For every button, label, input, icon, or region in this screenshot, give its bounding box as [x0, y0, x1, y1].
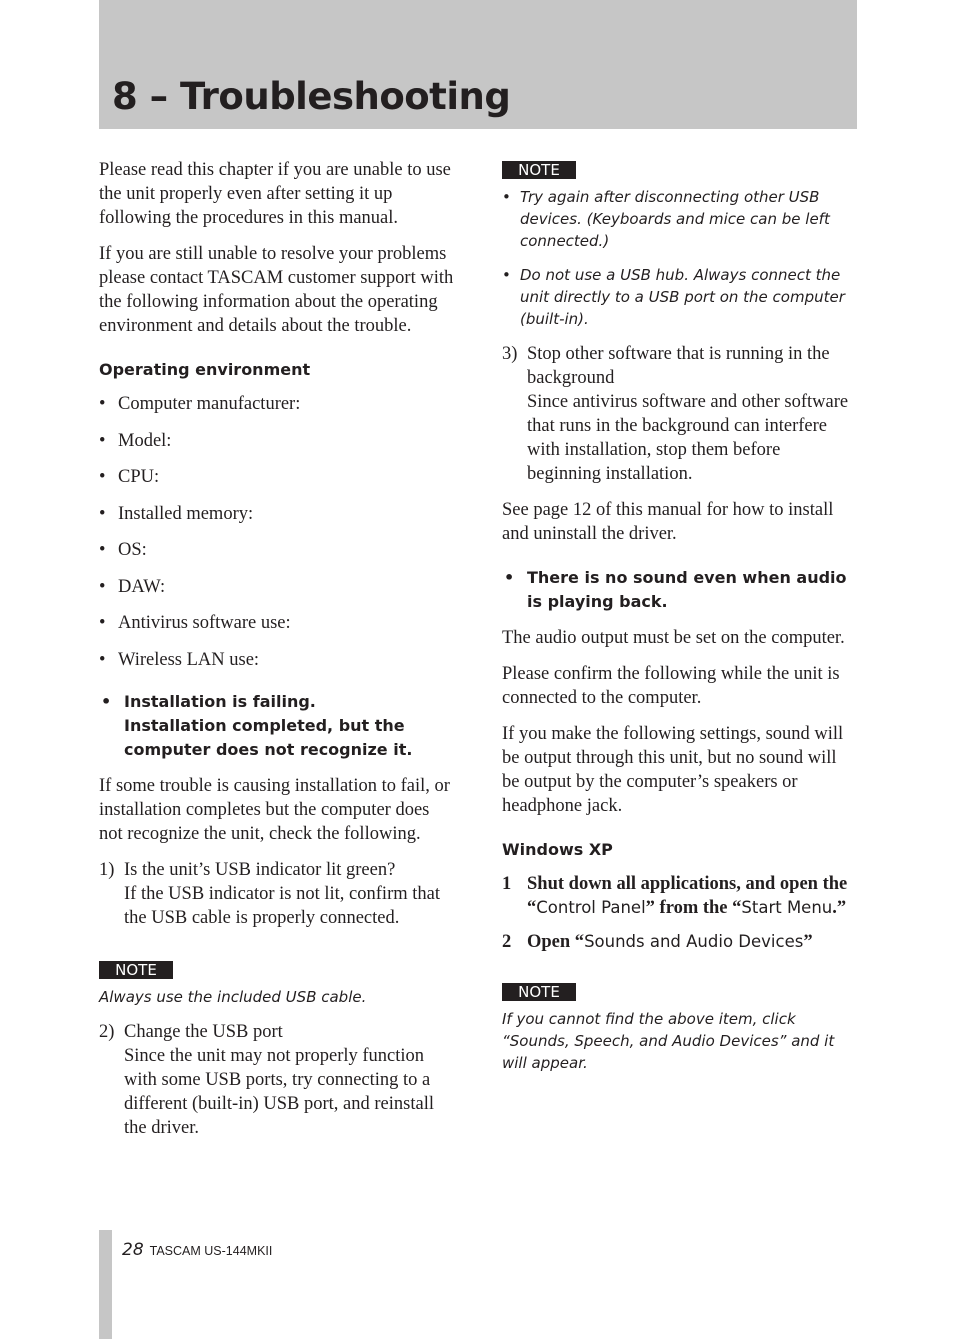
check-item-3	[502, 342, 858, 486]
note-item: • Try again after disconnecting other USB devices. (Keyboards and mice can be left connected.)	[502, 186, 858, 252]
step-text: Shut down all applications, and open the “	[527, 874, 848, 918]
page-footer	[122, 1240, 272, 1260]
intro-paragraph-1: Please read this chapter if you are unable to use the unit properly even after setting it up following the procedures in this manual.	[99, 160, 451, 228]
step-text: .”	[832, 898, 847, 918]
ui-label-start-menu: Start Menu	[741, 898, 833, 917]
product-model: TASCAM US-144MKII	[149, 1244, 273, 1258]
step-number: 2	[502, 932, 512, 952]
list-item: • Computer manufacturer:	[99, 392, 455, 416]
note-list	[502, 186, 858, 330]
heading-line: • Installation is failing.	[124, 691, 316, 711]
ui-label-control-panel: Control Panel	[536, 898, 646, 917]
step-number: 1	[502, 874, 512, 894]
no-sound-heading: • There is no sound even when audio is playing back.	[502, 566, 858, 614]
item-number: 2)	[99, 1021, 115, 1042]
list-item: • Installed memory:	[99, 502, 455, 526]
step-text: Open “	[527, 932, 585, 952]
item-text: Since antivirus software and other software that runs in the background can interfere with installation, stop them before beginning installation.	[527, 392, 849, 484]
sound-paragraph-2: Please confirm the following while the unit is connected to the computer.	[502, 664, 840, 708]
ui-label-sounds-devices: Sounds and Audio Devices	[584, 932, 804, 951]
chapter-title: 8 – Troubleshooting	[112, 75, 511, 118]
note-badge: NOTE	[99, 961, 173, 979]
list-item: • Antivirus software use:	[99, 611, 455, 635]
step-text: ” from the “	[645, 898, 742, 918]
step-2	[502, 930, 858, 954]
note-item: • Do not use a USB hub. Always connect the unit directly to a USB port on the computer (built-in).	[502, 264, 858, 330]
item-title: Change the USB port	[124, 1021, 283, 1042]
note-badge: NOTE	[502, 983, 576, 1001]
item-title: Is the unit’s USB indicator lit green?	[124, 859, 396, 880]
heading-line: Installation completed, but the computer does not recognize it.	[124, 715, 413, 759]
environment-list	[99, 392, 455, 672]
item-text: Since the unit may not properly function with some USB ports, try connecting to a different (built-in) USB port, and reinstall the driver.	[124, 1045, 434, 1138]
note-text: If you cannot find the above item, click “Sounds, Speech, and Audio Devices” and it will appear.	[502, 1010, 835, 1072]
item-number: 1)	[99, 859, 115, 880]
note-text: Always use the included USB cable.	[99, 987, 367, 1006]
check-item-1	[99, 858, 455, 930]
list-item: • OS:	[99, 538, 455, 562]
left-column	[99, 158, 455, 1152]
footer-bar	[99, 1230, 112, 1339]
windows-xp-heading: Windows XP	[502, 840, 613, 859]
note-badge: NOTE	[502, 161, 576, 179]
item-text: If the USB indicator is not lit, confirm that the USB cable is properly connected.	[124, 883, 440, 928]
installation-paragraph: If some trouble is causing installation to fail, or installation completes but the computer does not recognize the unit, check the following.	[99, 775, 450, 844]
sound-paragraph-1: The audio output must be set on the computer.	[502, 628, 845, 648]
step-text: ”	[803, 932, 813, 952]
see-page-paragraph: See page 12 of this manual for how to install and uninstall the driver.	[502, 500, 834, 544]
list-item: • DAW:	[99, 575, 455, 599]
right-column	[502, 158, 858, 1086]
sound-paragraph-3: If you make the following settings, sound will be output through this unit, but no sound will be output by the computer’s speakers or headphone jack.	[502, 724, 844, 816]
installation-failing-heading	[99, 690, 455, 762]
intro-paragraph-2: If you are still unable to resolve your problems please contact TASCAM customer support with the following information about the operating environment and details about the trouble.	[99, 244, 454, 336]
list-item: • Wireless LAN use:	[99, 648, 455, 672]
operating-environment-heading: Operating environment	[99, 360, 311, 379]
item-title: Stop other software that is running in the background	[527, 344, 830, 388]
step-1	[502, 872, 858, 920]
list-item: • Model:	[99, 429, 455, 453]
list-item: • CPU:	[99, 465, 455, 489]
item-number: 3)	[502, 344, 518, 364]
page-number: 28	[122, 1240, 144, 1260]
check-item-2	[99, 1020, 455, 1140]
